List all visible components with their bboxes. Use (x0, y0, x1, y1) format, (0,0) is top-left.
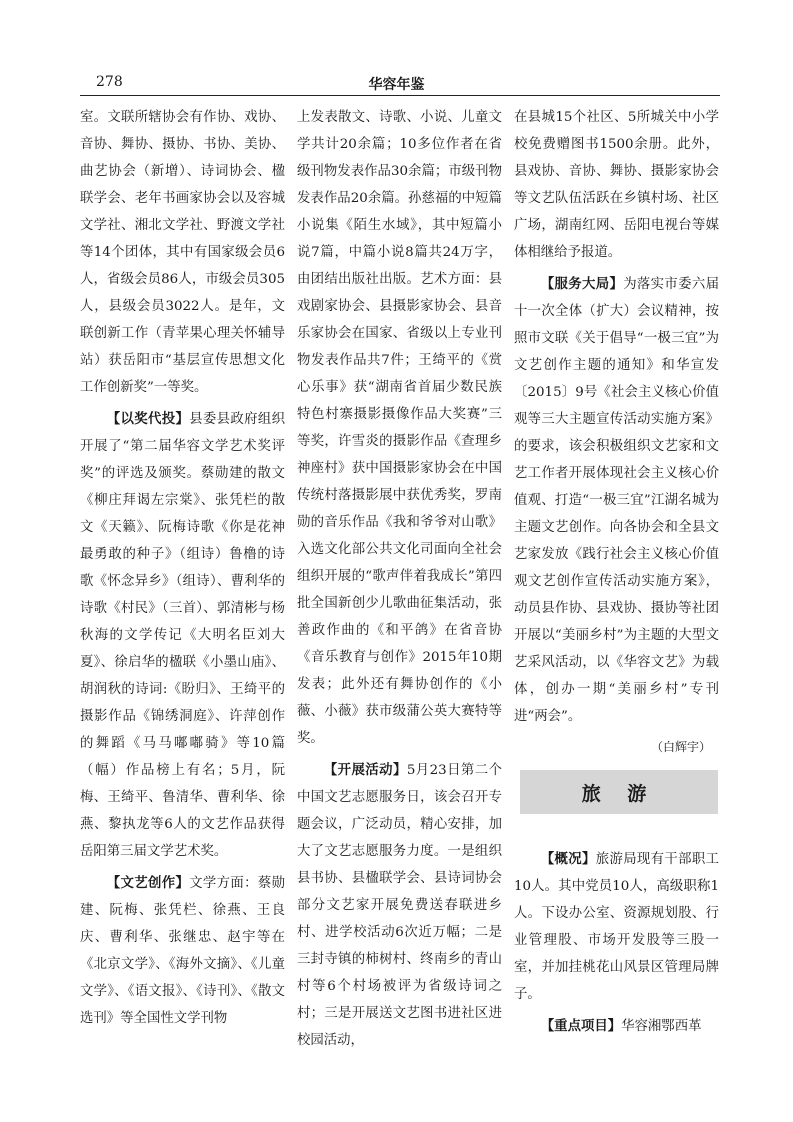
paragraph: 在县城15个社区、5所城关中小学校免费赠图书1500余册。此外，县戏协、音协、舞协、摄影家协会等文艺队伍活跃在乡镇村场、社区广场，湖南红网、岳阳电视台等媒体相继给予报道。 (514, 110, 719, 260)
paragraph-text: 华容湘鄂西革 (621, 1019, 702, 1034)
section-label: 【文艺创作】 (106, 876, 190, 891)
paragraph (514, 271, 719, 730)
paragraph-text: 文学方面：蔡勋建、阮梅、张凭栏、徐燕、王良庆、曹利华、张继忠、赵宇等在《北京文学》、《海外文摘》、《儿童文学》、《语文报》、《诗刊》、《散文选刊》等全国性文学刊物 (80, 876, 285, 1026)
paragraph (514, 846, 719, 1008)
paragraph (514, 1013, 719, 1040)
section-label: 【以奖代投】 (106, 412, 190, 427)
section-label: 【概况】 (540, 852, 596, 867)
author-signature: （白辉宇） (650, 740, 711, 754)
section-label: 【重点项目】 (540, 1019, 622, 1034)
paragraph (80, 870, 285, 1032)
paragraph-text: 县委县政府组织开展了“第二届华容文学艺术奖评奖”的评选及颁奖。蔡勋建的散文《柳庄拜谒左宗棠》、张凭栏的散文《天籁》、阮梅诗歌《你是花神最勇敢的种子》（组诗）鲁橹的诗歌《怀念异乡》（组诗）、曹利华的诗歌《村民》（三首）、郭清彬与杨秋海的文学传记《大明名臣刘大夏》、徐启华的楹联《小墨山庙》、胡润秋的诗词:《盼归》、王绮平的摄影作品《锦绣洞庭》、许萍创作的舞蹈《马马嘟嘟骑》等10篇（幅）作品榜上有名；5月，阮梅、王绮平、鲁清华、曹利华、徐燕、黎执龙等6人的文艺作品获得岳阳第三届文学艺术奖。 (80, 412, 285, 859)
section-label: 【开展活动】 (323, 763, 407, 778)
paragraph: 上发表散文、诗歌、小说、儿童文学共计20余篇；10多位作者在省级刊物发表作品30余篇；市级刊物发表作品20余篇。孙慈福的中短篇小说集《陌生水域》，其中短篇小说7篇，中篇小说8篇共24万字，由团结出版社出版。艺术方面：县戏剧家协会、县摄影家协会、县音乐家协会在国家、省级以上专业刊物发表作品共7件；王绮平的《赏心乐事》获“湖南省首届少数民族特色村寨摄影摄像作品大奖赛”三等奖，许雪炎的摄影作品《查理乡神座村》获中国摄影家协会在中国传统村落摄影展中获优秀奖，罗南勋的音乐作品《我和爷爷对山歌》入选文化部公共文化司面向全社会组织开展的“歌声伴着我成长”第四批全国新创少儿歌曲征集活动，张善政作曲的《和平鸽》在省音协《音乐教育与创作》2015年10期发表；此外还有舞协创作的《小薇、小薇》获市级蒲公英大赛特等奖。 (297, 110, 502, 746)
paragraph (80, 406, 285, 865)
page-number: 278 (96, 74, 123, 90)
column-left (80, 104, 285, 1032)
column-right (514, 104, 719, 761)
section-heading-tourism: 旅 游 (520, 770, 718, 814)
paragraph (297, 757, 502, 1054)
column-right-lower (514, 846, 719, 1040)
paragraph: 室。文联所辖协会有作协、戏协、音协、舞协、摄协、书协、美协、曲艺协会（新增）、诗词协会、楹联学会、老年书画家协会以及容城文学社、湘北文学社、野渡文学社等14个团体，其中有国家级会员6人，省级会员86人，市级会员305人，县级会员3022人。是年，文联创新工作（青苹果心理关怀辅导站）获岳阳市“基层宣传思想文化工作创新奖”一等奖。 (80, 110, 285, 395)
running-title: 华容年鉴 (368, 77, 425, 93)
column-middle (297, 104, 502, 1054)
paragraph-text: 为落实市委六届十一次全体（扩大）会议精神，按照市文联《关于倡导“一极三宜”为文艺创作主题的通知》和华宣发〔2015〕9号《社会主义核心价值观等三大主题宣传活动实施方案》的要求，该会积极组织文艺家和文艺工作者开展体现社会主义核心价值观、打造“一极三宜”江湖名城为主题文艺创作。向各协会和全县文艺家发放《践行社会主义核心价值观文艺创作宣传活动实施方案》，动员县作协、县戏协、摄协等社团开展以“美丽乡村”为主题的大型文艺采风活动，以《华容文艺》为载体，创办一期“美丽乡村”专刊进“两会”。 (514, 277, 719, 724)
paragraph-text: 旅游局现有干部职工10人。其中党员10人，高级职称1人。下设办公室、资源规划股、行业管理股、市场开发股等三股一室，并加挂桃花山风景区管理局牌子。 (514, 852, 719, 1002)
section-label: 【服务大局】 (540, 277, 624, 292)
paragraph-text: 5月23日第二个中国文艺志愿服务日，该会召开专题会议，广泛动员，精心安排，加大了文艺志愿服务力度。一是组织县书协、县楹联学会、县诗词协会部分文艺家开展免费送春联进乡村、进学校活动6次近万幅；二是三封寺镇的柿树村、终南乡的青山村等6个村场被评为省级诗词之村；三是开展送文艺图书进社区进校园活动， (297, 763, 502, 1048)
header-rule (80, 95, 720, 96)
